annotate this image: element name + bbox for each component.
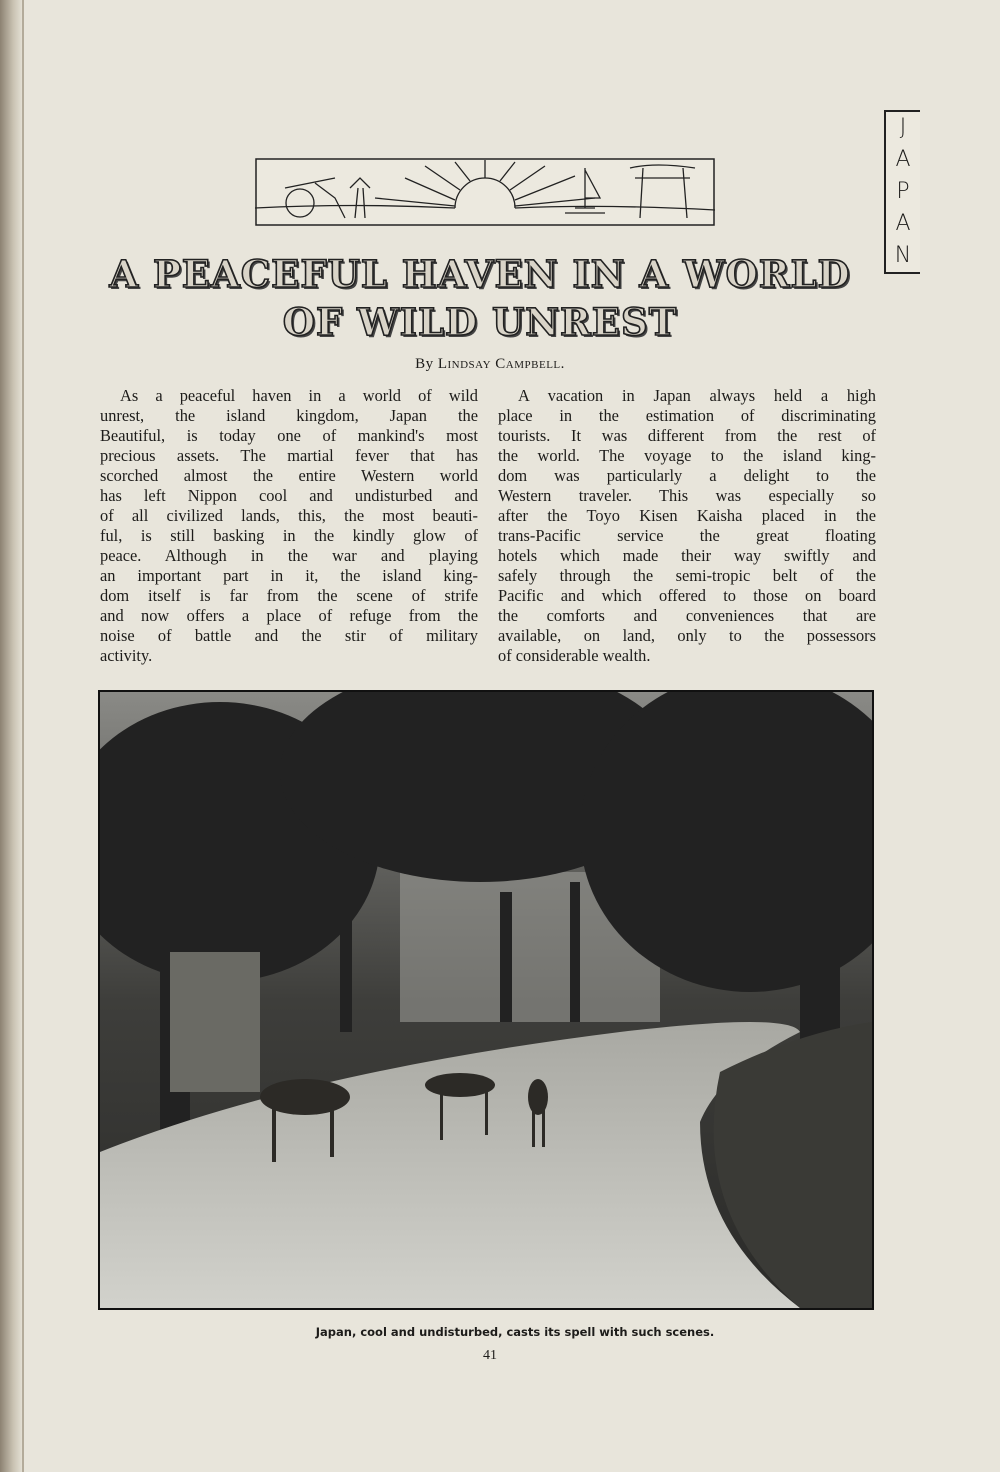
text-line: Western traveler. This was especially so <box>498 486 876 505</box>
section-tab-letter: J <box>899 115 907 140</box>
text-line: place in the estimation of discriminating <box>498 406 876 425</box>
page-edge <box>22 0 24 1472</box>
article-column-left <box>100 386 478 666</box>
text-line: noise of battle and the stir of military <box>100 626 478 645</box>
text-line: dom was particularly a delight to the <box>498 466 876 485</box>
text-line: peace. Although in the war and playing <box>100 546 478 565</box>
text-line: A vacation in Japan always held a high <box>518 386 876 405</box>
text-line: precious assets. The martial fever that has <box>100 446 478 465</box>
byline <box>0 356 980 373</box>
text-line: trans-Pacific service the great floating <box>498 526 876 545</box>
text-line: after the Toyo Kisen Kaisha placed in the <box>498 506 876 525</box>
text-line: tourists. It was different from the rest of <box>498 426 876 445</box>
text-line: has left Nippon cool and undisturbed and <box>100 486 478 505</box>
text-line: the world. The voyage to the island king- <box>498 446 876 465</box>
section-tab-letter: A <box>895 147 911 172</box>
text-line: safely through the semi-tropic belt of the <box>498 566 876 585</box>
text-line: and now offers a place of refuge from the <box>100 606 478 625</box>
article-column-right <box>498 386 876 666</box>
text-line: activity. <box>100 646 153 665</box>
header-illustration <box>255 158 715 226</box>
text-line: available, on land, only to the possessors <box>498 626 876 645</box>
text-line: of considerable wealth. <box>498 646 651 665</box>
photo-deer-on-forest-road <box>98 690 874 1310</box>
text-line: unrest, the island kingdom, Japan the <box>100 406 478 425</box>
photo-caption: Japan, cool and undisturbed, casts its spell with such scenes. <box>315 1325 715 1339</box>
text-line: Beautiful, is today one of mankind's most <box>100 426 478 445</box>
article-title-line-2: OF WILD UNREST <box>282 300 678 344</box>
text-line: dom itself is far from the scene of strife <box>100 586 478 605</box>
text-line: an important part in it, the island king- <box>100 566 478 585</box>
text-line: scorched almost the entire Western world <box>100 466 478 485</box>
page-number: 41 <box>483 1348 497 1363</box>
byline-prefix: By <box>415 356 434 372</box>
article-title-line-1: A PEACEFUL HAVEN IN A WORLD <box>109 252 851 296</box>
byline-author: Lindsay Campbell. <box>437 356 565 372</box>
text-line: ful, is still basking in the kindly glow of <box>100 526 478 545</box>
section-tab-letter: P <box>896 179 910 204</box>
section-tab-japan <box>884 110 920 274</box>
text-line: of all civilized lands, this, the most beauti- <box>100 506 478 525</box>
page-binding <box>0 0 22 1472</box>
text-line: Pacific and which offered to those on board <box>498 586 876 605</box>
section-tab-letter: A <box>895 211 911 236</box>
text-line: the comforts and conveniences that are <box>498 606 876 625</box>
section-tab-letter: N <box>894 243 912 268</box>
text-line: hotels which made their way swiftly and <box>498 546 876 565</box>
text-line: As a peaceful haven in a world of wild <box>120 386 478 405</box>
